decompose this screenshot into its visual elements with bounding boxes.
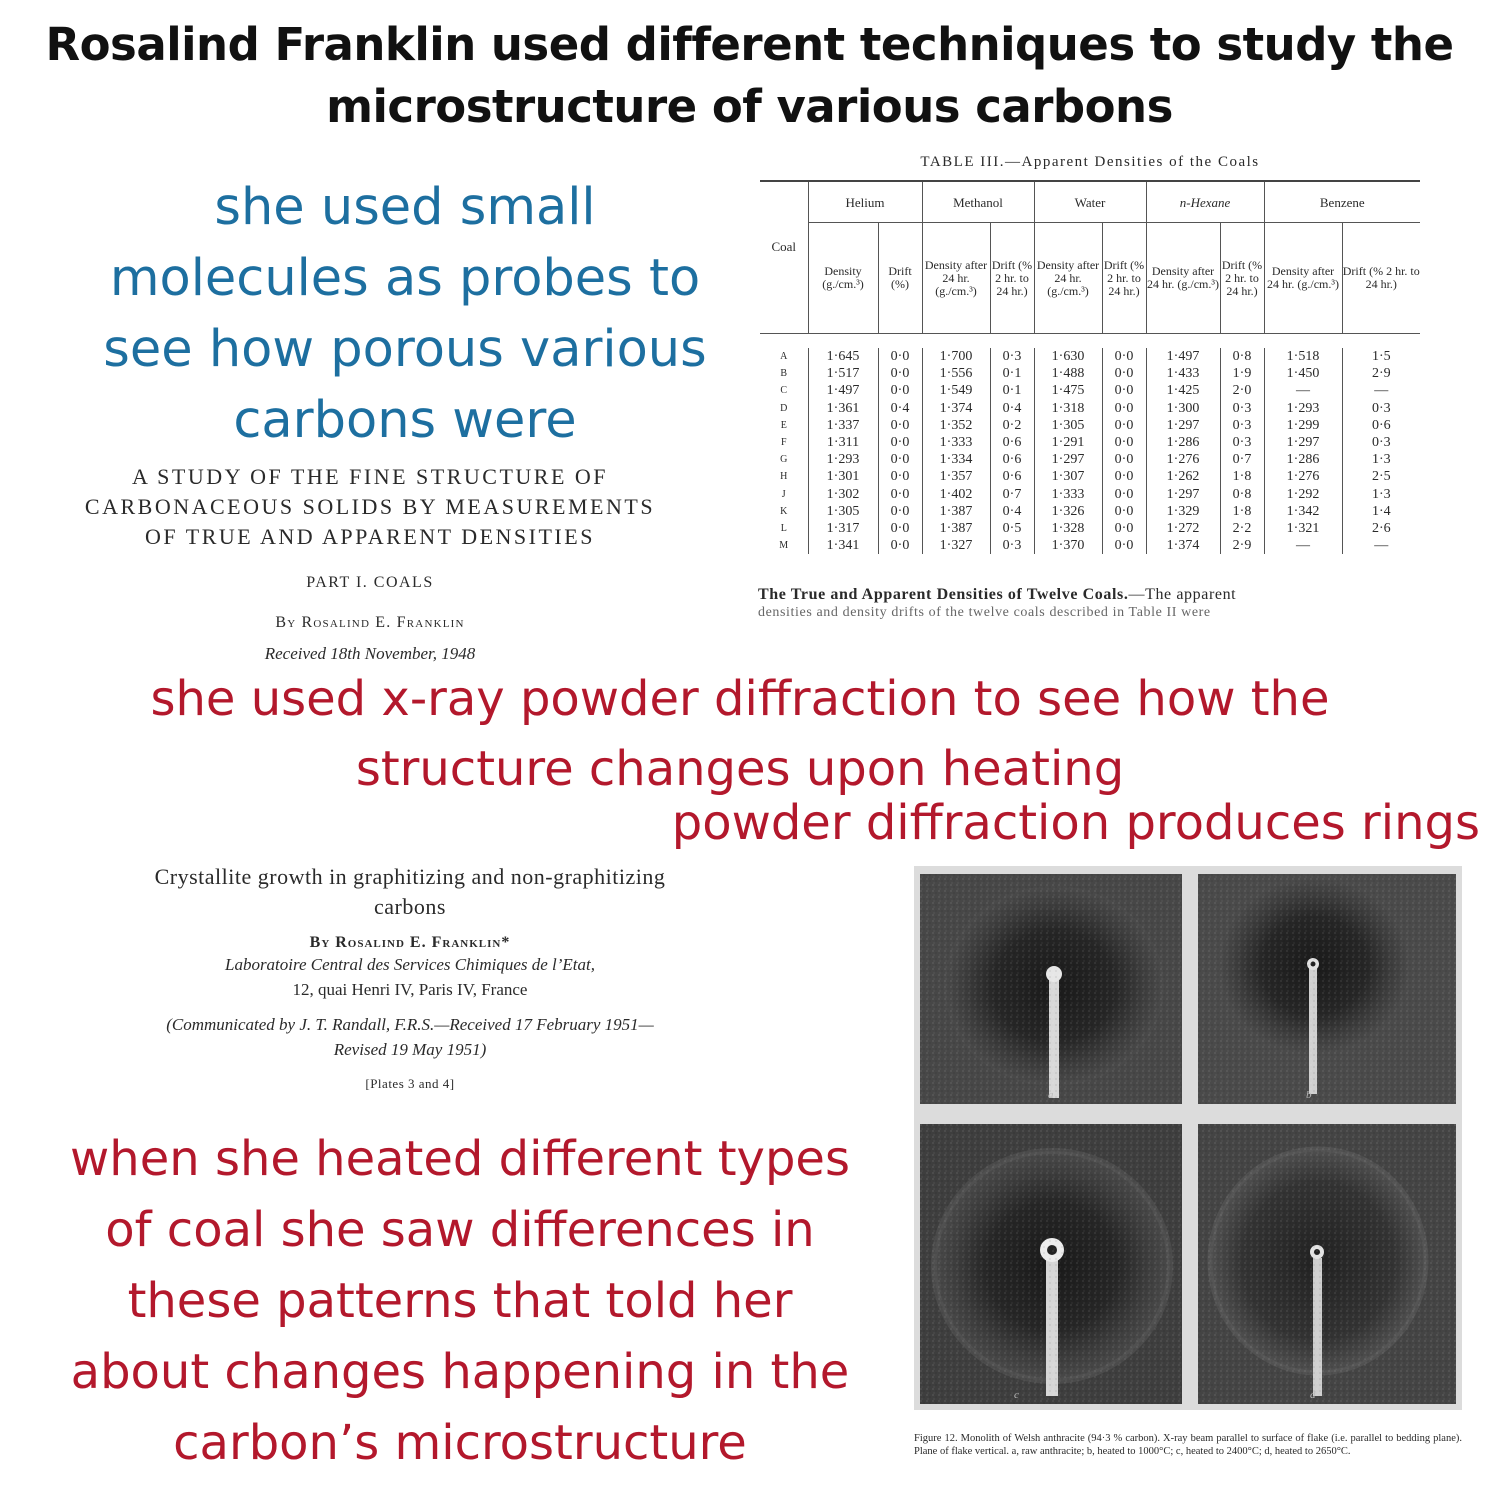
drift-cell: 0·0 <box>1102 434 1146 451</box>
table-row <box>760 400 1420 417</box>
density-cell: 1·497 <box>1146 348 1220 365</box>
paper1-title-line: OF TRUE AND APPARENT DENSITIES <box>145 524 595 549</box>
table-row <box>760 451 1420 468</box>
coal-code: G <box>780 454 788 466</box>
density-cell: 1·291 <box>1034 434 1102 451</box>
drift-cell: 0·0 <box>1102 468 1146 485</box>
drift-cell: 0·1 <box>990 365 1034 382</box>
sub-header-drift-2hr: Drift (% 2 hr. to 24 hr.) <box>1220 223 1264 334</box>
drift-cell: 0·3 <box>1220 434 1264 451</box>
coal-code: A <box>780 351 788 362</box>
drift-cell: 0·3 <box>1220 400 1264 417</box>
drift-cell: 0·6 <box>990 468 1034 485</box>
panel-b-label: b <box>1306 1089 1312 1101</box>
density-cell: — <box>1264 382 1342 399</box>
density-cell: 1·297 <box>1034 451 1102 468</box>
density-cell: 1·402 <box>922 486 990 503</box>
heated-note-line: when she heated different types <box>70 1131 850 1187</box>
drift-cell: 0·4 <box>878 400 922 417</box>
drift-cell: 2·9 <box>1220 537 1264 554</box>
density-cell: 1·305 <box>808 503 878 520</box>
paper1-byline: By Rosalind E. Franklin <box>275 614 465 631</box>
sub-header-density: Density (g./cm.³) <box>808 223 878 334</box>
density-cell: 1·387 <box>922 520 990 537</box>
table-row <box>760 537 1420 554</box>
probes-note-line: see how porous various <box>103 320 707 379</box>
density-cell: 1·307 <box>1034 468 1102 485</box>
density-cell: 1·297 <box>1146 417 1220 434</box>
drift-cell: 2·5 <box>1342 468 1420 485</box>
figure-caption: Figure 12. Monolith of Welsh anthracite (94·3 % carbon). X-ray beam parallel to surface of flake (i.e. parallel to bedding plane). Plane of flake vertical. a, raw anthracite; b, heated to 1000°C; c, heated to 2400°C; d, heated to 2650°C. <box>914 1433 1462 1457</box>
drift-cell: 0·0 <box>878 348 922 365</box>
group-header: n-Hexane <box>1146 181 1264 223</box>
density-cell: 1·262 <box>1146 468 1220 485</box>
table-row <box>760 348 1420 365</box>
density-cell: 1·425 <box>1146 382 1220 399</box>
drift-cell: 1·4 <box>1342 503 1420 520</box>
group-header: Water <box>1034 181 1146 223</box>
density-cell: 1·321 <box>1264 520 1342 537</box>
coal-code: F <box>780 437 787 449</box>
density-cell: 1·433 <box>1146 365 1220 382</box>
density-cell: 1·488 <box>1034 365 1102 382</box>
heated-note <box>30 1124 890 1479</box>
density-cell: 1·352 <box>922 417 990 434</box>
density-cell: 1·342 <box>1264 503 1342 520</box>
coal-code: M <box>779 540 789 552</box>
density-cell: 1·334 <box>922 451 990 468</box>
drift-cell: 1·5 <box>1342 348 1420 365</box>
paper1-header <box>60 462 680 664</box>
paper2-comm-line: (Communicated by J. T. Randall, F.R.S.—Received 17 February 1951— <box>166 1015 654 1034</box>
title-line-2: microstructure of various carbons <box>326 80 1173 133</box>
table-row <box>760 503 1420 520</box>
drift-cell: 0·0 <box>878 486 922 503</box>
drift-cell: 0·0 <box>1102 348 1146 365</box>
sub-header-drift-2hr: Drift (% 2 hr. to 24 hr.) <box>990 223 1034 334</box>
density-cell: 1·327 <box>922 537 990 554</box>
paper2-comm-line: Revised 19 May 1951) <box>333 1040 487 1059</box>
table-footer-rest: —The apparent <box>1128 586 1237 603</box>
heated-note-line: carbon’s microstructure <box>173 1415 747 1471</box>
drift-cell: 0·7 <box>990 486 1034 503</box>
drift-cell: 0·0 <box>1102 382 1146 399</box>
density-cell: 1·497 <box>808 382 878 399</box>
density-cell: 1·286 <box>1264 451 1342 468</box>
drift-cell: 0·0 <box>878 451 922 468</box>
panel-b <box>1198 874 1456 1104</box>
drift-cell: 0·5 <box>990 520 1034 537</box>
drift-cell: 0·4 <box>990 503 1034 520</box>
sub-header-drift-2hr: Drift (% 2 hr. to 24 hr.) <box>1342 223 1420 334</box>
paper2-header <box>80 862 740 1092</box>
density-cell: 1·301 <box>808 468 878 485</box>
group-header: Methanol <box>922 181 1034 223</box>
table-row <box>760 382 1420 399</box>
drift-cell: 0·7 <box>1220 451 1264 468</box>
drift-cell: 0·0 <box>878 365 922 382</box>
density-cell: 1·333 <box>1034 486 1102 503</box>
density-cell: 1·293 <box>1264 400 1342 417</box>
drift-cell: 0·0 <box>1102 537 1146 554</box>
density-cell: 1·361 <box>808 400 878 417</box>
drift-cell: 0·3 <box>1220 417 1264 434</box>
density-cell: 1·272 <box>1146 520 1220 537</box>
table-footer-bold: The True and Apparent Densities of Twelve Coals. <box>758 586 1129 603</box>
table-body <box>760 348 1420 554</box>
density-cell: 1·645 <box>808 348 878 365</box>
coal-code: C <box>780 385 788 397</box>
panel-a <box>920 874 1182 1104</box>
drift-cell: 0·0 <box>1102 451 1146 468</box>
drift-cell: — <box>1342 537 1420 554</box>
paper1-title-line: CARBONACEOUS SOLIDS BY MEASUREMENTS <box>84 494 656 519</box>
drift-cell: 0·0 <box>878 417 922 434</box>
drift-cell: 0·0 <box>1102 520 1146 537</box>
drift-cell: 1·8 <box>1220 468 1264 485</box>
coal-code: H <box>780 471 788 483</box>
heated-note-line: of coal she saw differences in <box>105 1202 815 1258</box>
paper1-title-line: A STUDY OF THE FINE STRUCTURE OF <box>131 464 609 489</box>
sub-header-density-after: Density after 24 hr. (g./cm.³) <box>922 223 990 334</box>
drift-cell: 0·8 <box>1220 348 1264 365</box>
density-cell: 1·370 <box>1034 537 1102 554</box>
drift-cell: 1·8 <box>1220 503 1264 520</box>
table-footer <box>758 586 1423 620</box>
coal-code: J <box>781 488 786 500</box>
density-cell: 1·317 <box>808 520 878 537</box>
drift-cell: 2·6 <box>1342 520 1420 537</box>
coal-code: D <box>780 402 788 414</box>
density-cell: 1·276 <box>1146 451 1220 468</box>
sub-header-density-after: Density after 24 hr. (g./cm.³) <box>1146 223 1220 334</box>
drift-cell: 0·0 <box>1102 400 1146 417</box>
density-cell: 1·357 <box>922 468 990 485</box>
drift-cell: 1·9 <box>1220 365 1264 382</box>
probes-note-line: carbons were <box>233 391 577 450</box>
sub-header-drift: Drift (%) <box>878 223 922 334</box>
density-cell: 1·700 <box>922 348 990 365</box>
density-cell: 1·297 <box>1146 486 1220 503</box>
table-row <box>760 417 1420 434</box>
density-cell: 1·630 <box>1034 348 1102 365</box>
density-cell: 1·333 <box>922 434 990 451</box>
density-cell: 1·276 <box>1264 468 1342 485</box>
group-header: Benzene <box>1264 181 1420 223</box>
density-cell: 1·299 <box>1264 417 1342 434</box>
density-cell: 1·374 <box>922 400 990 417</box>
table-footer-line2: densities and density drifts of the twelve coals described in Table II were <box>758 605 1211 620</box>
rings-note: powder diffraction produces rings <box>671 795 1480 851</box>
paper2-plates: [Plates 3 and 4] <box>365 1076 455 1091</box>
density-cell: 1·475 <box>1034 382 1102 399</box>
density-cell: 1·293 <box>808 451 878 468</box>
drift-cell: 2·2 <box>1220 520 1264 537</box>
density-cell: 1·337 <box>808 417 878 434</box>
probes-note-line: molecules as probes to <box>109 249 701 308</box>
drift-cell: 0·4 <box>990 400 1034 417</box>
xray-note <box>0 664 1480 804</box>
drift-cell: 0·6 <box>1342 417 1420 434</box>
density-cell: 1·305 <box>1034 417 1102 434</box>
diffraction-plates <box>914 866 1462 1410</box>
density-cell: 1·450 <box>1264 365 1342 382</box>
panel-a-label: a <box>1048 1089 1054 1101</box>
density-cell: 1·387 <box>922 503 990 520</box>
table-caption: TABLE III.—Apparent Densities of the Coals <box>920 154 1260 170</box>
drift-cell: 0·6 <box>990 434 1034 451</box>
drift-cell: 0·0 <box>878 537 922 554</box>
drift-cell: 0·0 <box>1102 365 1146 382</box>
density-cell: — <box>1264 537 1342 554</box>
drift-cell: 0·1 <box>990 382 1034 399</box>
title-line-1: Rosalind Franklin used different techniques to study the <box>45 18 1454 71</box>
drift-cell: 0·6 <box>990 451 1034 468</box>
panel-d <box>1198 1124 1456 1404</box>
xray-note-line: she used x-ray powder diffraction to see how the <box>150 671 1330 727</box>
sub-header-density-after: Density after 24 hr. (g./cm.³) <box>1264 223 1342 334</box>
density-table-wrap <box>760 180 1420 554</box>
drift-cell: 1·3 <box>1342 486 1420 503</box>
drift-cell: 1·3 <box>1342 451 1420 468</box>
panel-c <box>920 1124 1182 1404</box>
density-cell: 1·286 <box>1146 434 1220 451</box>
density-cell: 1·311 <box>808 434 878 451</box>
heated-note-line: about changes happening in the <box>70 1344 850 1400</box>
probes-note <box>60 172 750 456</box>
density-cell: 1·302 <box>808 486 878 503</box>
heated-note-line: these patterns that told her <box>127 1273 793 1329</box>
table-row <box>760 468 1420 485</box>
density-cell: 1·318 <box>1034 400 1102 417</box>
coal-header: Coal <box>771 239 797 254</box>
diffraction-figure <box>914 866 1462 1410</box>
drift-cell: 0·0 <box>1102 417 1146 434</box>
density-cell: 1·300 <box>1146 400 1220 417</box>
group-header: Helium <box>808 181 922 223</box>
density-cell: 1·326 <box>1034 503 1102 520</box>
paper2-title-line: Crystallite growth in graphitizing and non-graphitizing <box>154 864 666 889</box>
drift-cell: 0·0 <box>878 382 922 399</box>
panel-d-label: d <box>1310 1389 1316 1401</box>
density-cell: 1·328 <box>1034 520 1102 537</box>
drift-cell: 0·2 <box>990 417 1034 434</box>
density-cell: 1·292 <box>1264 486 1342 503</box>
sub-header-density-after: Density after 24 hr. (g./cm.³) <box>1034 223 1102 334</box>
paper1-received: Received 18th November, 1948 <box>264 644 476 663</box>
drift-cell: 0·3 <box>1342 434 1420 451</box>
drift-cell: 0·0 <box>1102 486 1146 503</box>
density-cell: 1·517 <box>808 365 878 382</box>
drift-cell: 0·3 <box>990 348 1034 365</box>
drift-cell: 0·0 <box>878 520 922 537</box>
paper2-title-line: carbons <box>374 894 446 919</box>
density-table <box>760 180 1420 554</box>
density-cell: 1·297 <box>1264 434 1342 451</box>
drift-cell: 0·3 <box>990 537 1034 554</box>
drift-cell: 0·3 <box>1342 400 1420 417</box>
density-cell: 1·329 <box>1146 503 1220 520</box>
drift-cell: 0·0 <box>878 468 922 485</box>
drift-cell: 0·8 <box>1220 486 1264 503</box>
drift-cell: 0·0 <box>878 434 922 451</box>
coal-code: L <box>780 523 787 535</box>
density-cell: 1·341 <box>808 537 878 554</box>
paper2-lab-line: Laboratoire Central des Services Chimiques de l’Etat, <box>224 955 596 974</box>
drift-cell: 2·0 <box>1220 382 1264 399</box>
drift-cell: 0·0 <box>878 503 922 520</box>
drift-cell: 0·0 <box>1102 503 1146 520</box>
table-row <box>760 434 1420 451</box>
paper2-byline: By Rosalind E. Franklin* <box>309 934 511 951</box>
drift-cell: — <box>1342 382 1420 399</box>
panel-c-label: c <box>1014 1389 1019 1401</box>
paper1-part: PART I. COALS <box>306 574 434 591</box>
probes-note-line: she used small <box>214 178 596 237</box>
density-cell: 1·518 <box>1264 348 1342 365</box>
paper2-lab-line: 12, quai Henri IV, Paris IV, France <box>292 980 528 999</box>
density-cell: 1·549 <box>922 382 990 399</box>
xray-note-line: structure changes upon heating <box>355 741 1125 797</box>
table-row <box>760 520 1420 537</box>
density-cell: 1·556 <box>922 365 990 382</box>
table-row <box>760 486 1420 503</box>
sub-header-drift-2hr: Drift (% 2 hr. to 24 hr.) <box>1102 223 1146 334</box>
table-row <box>760 365 1420 382</box>
coal-code: E <box>780 419 787 431</box>
density-cell: 1·374 <box>1146 537 1220 554</box>
page-title <box>0 14 1499 138</box>
coal-code: B <box>780 368 788 380</box>
coal-code: K <box>780 505 788 517</box>
drift-cell: 2·9 <box>1342 365 1420 382</box>
